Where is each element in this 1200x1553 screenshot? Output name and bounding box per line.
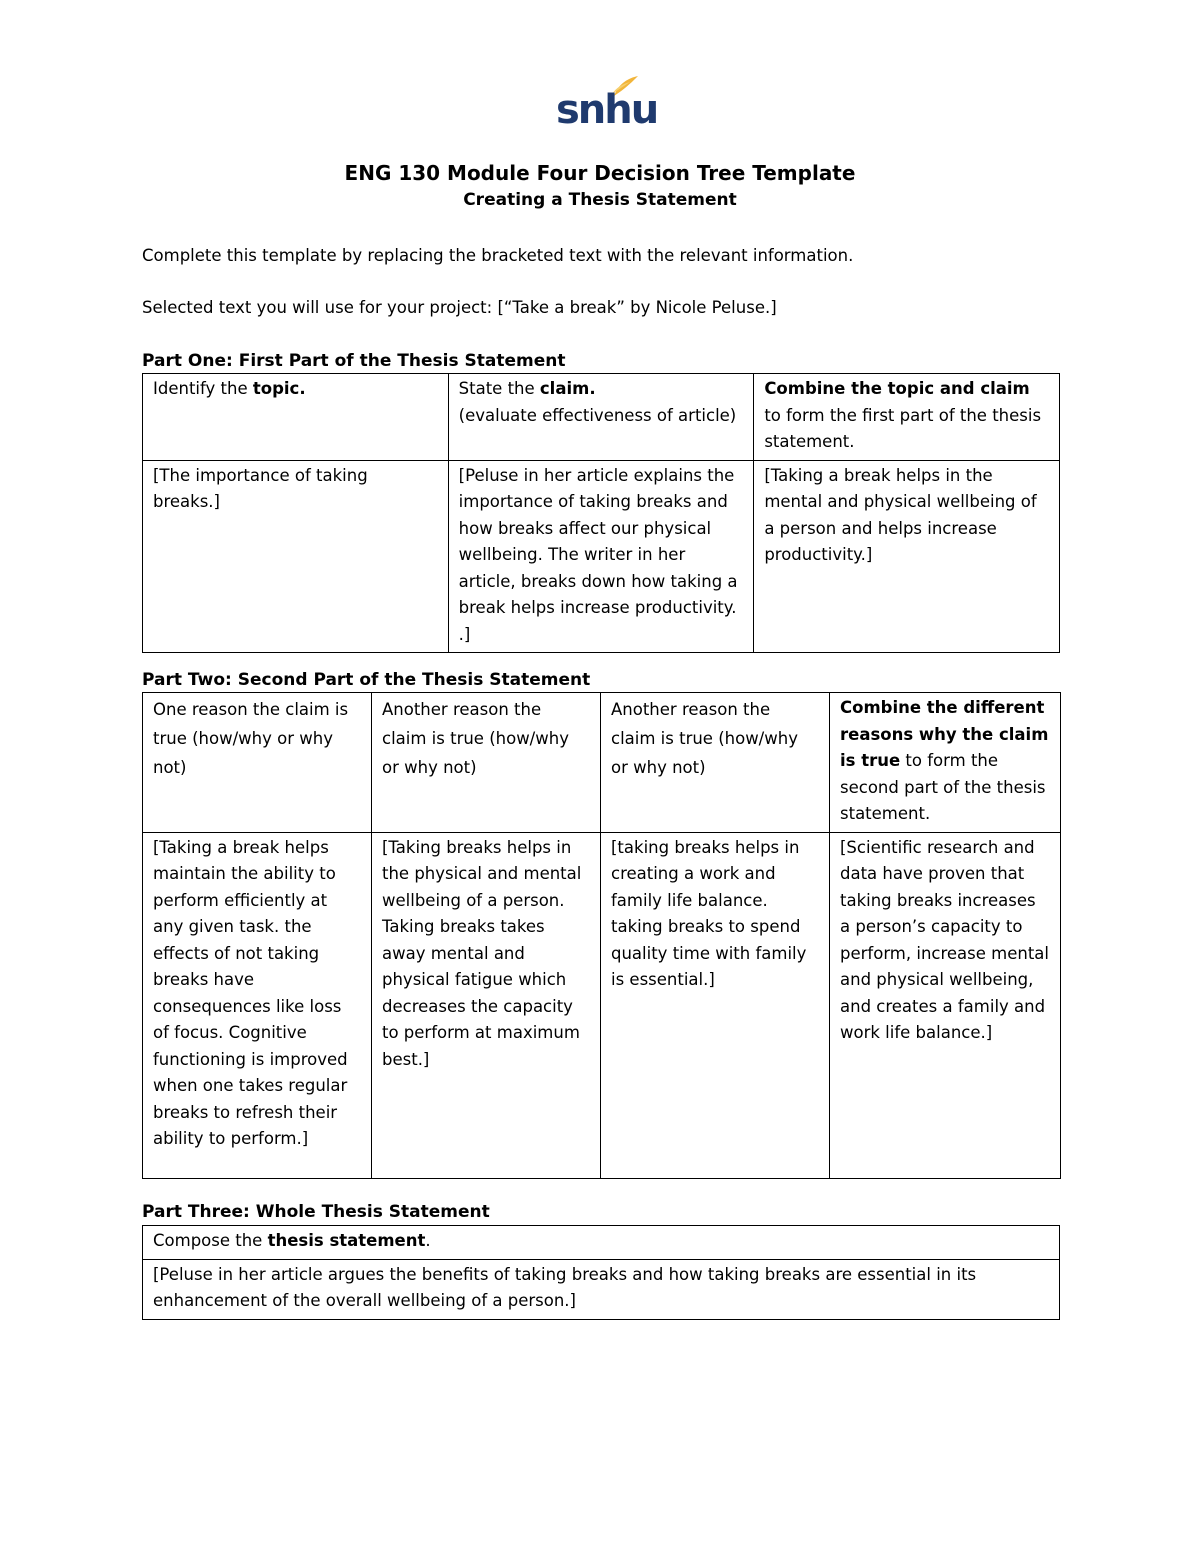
selected-text-value: [“Take a break” by Nicole Peluse.] bbox=[497, 298, 777, 317]
table-row bbox=[143, 460, 1060, 653]
instructions: Complete this template by replacing the bracketed text with the relevant information. bbox=[142, 246, 854, 265]
combined-reasons-cell: [Scientific research and data have proven that taking breaks increases a person’s capacity to perform, increase mental and physical wellbeing, and creates a family and work life balance.] bbox=[830, 832, 1061, 1178]
part-three-heading: Part Three: Whole Thesis Statement bbox=[142, 1202, 490, 1222]
thesis-header-cell: Compose the thesis statement. bbox=[143, 1226, 1060, 1260]
document-subtitle: Creating a Thesis Statement bbox=[463, 190, 737, 210]
table-header-row bbox=[143, 693, 1061, 833]
reason-one-header-cell: One reason the claim is true (how/why or why not) bbox=[143, 693, 372, 833]
snhu-logo bbox=[550, 70, 658, 134]
topic-header-cell: Identify the topic. bbox=[143, 374, 449, 461]
reason-three-header-cell: Another reason the claim is true (how/why or why not) bbox=[601, 693, 830, 833]
table-header-row bbox=[143, 374, 1060, 461]
thesis-statement-cell: [Peluse in her article argues the benefits of taking breaks and how taking breaks are essential in its enhancement of the overall wellbeing of a person.] bbox=[143, 1259, 1060, 1319]
table-header-row bbox=[143, 1226, 1060, 1260]
part-one-heading: Part One: First Part of the Thesis Statement bbox=[142, 351, 566, 371]
reason-two-cell: [Taking breaks helps in the physical and mental wellbeing of a person. Taking breaks takes away mental and physical fatigue which decreases the capacity to perform at maximum best.] bbox=[372, 832, 601, 1178]
reason-two-header-cell: Another reason the claim is true (how/why or why not) bbox=[372, 693, 601, 833]
combine-header-cell: Combine the topic and claim to form the first part of the thesis statement. bbox=[754, 374, 1060, 461]
selected-text-line bbox=[142, 296, 1062, 320]
document-title: ENG 130 Module Four Decision Tree Template bbox=[344, 161, 856, 185]
table-row bbox=[143, 832, 1061, 1178]
part-one-table bbox=[142, 373, 1060, 653]
reason-one-cell: [Taking a break helps maintain the ability to perform efficiently at any given task. the effects of not taking breaks have consequences like loss of focus. Cognitive functioning is improved when one takes regular breaks to refresh their ability to perform.] bbox=[143, 832, 372, 1178]
selected-text-label: Selected text you will use for your project: bbox=[142, 298, 498, 317]
claim-header-cell: State the claim. (evaluate effectiveness of article) bbox=[448, 374, 754, 461]
table-row bbox=[143, 1259, 1060, 1319]
reason-three-cell: [taking breaks helps in creating a work and family life balance. taking breaks to spend quality time with family is essential.] bbox=[601, 832, 830, 1178]
part-two-heading: Part Two: Second Part of the Thesis Statement bbox=[142, 670, 591, 690]
claim-cell: [Peluse in her article explains the importance of taking breaks and how breaks affect our physical wellbeing. The writer in her article, breaks down how taking a break helps increase productivity. .] bbox=[448, 460, 754, 653]
part-two-table bbox=[142, 692, 1061, 1179]
combine-reasons-header-cell: Combine the different reasons why the claim is true to form the second part of the thesis statement. bbox=[830, 693, 1061, 833]
combined-cell: [Taking a break helps in the mental and physical wellbeing of a person and helps increase productivity.] bbox=[754, 460, 1060, 653]
topic-cell: [The importance of taking breaks.] bbox=[143, 460, 449, 653]
part-three-table bbox=[142, 1225, 1060, 1320]
logo-wordmark: snhu bbox=[556, 87, 658, 133]
